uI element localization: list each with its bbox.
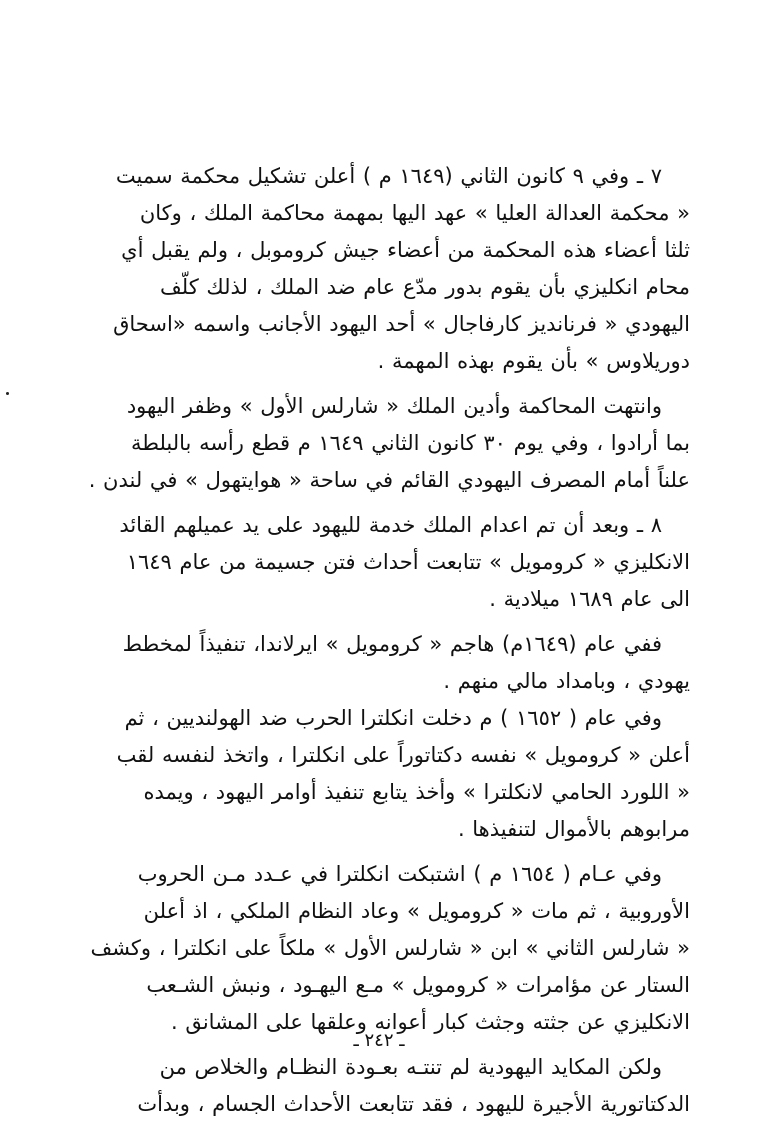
text-line: « محكمة العدالة العليا » عهد اليها بمهمة محاكمة الملك ، وكان bbox=[139, 201, 690, 225]
paragraph bbox=[58, 158, 690, 380]
text-line: ٧ ـ وفي ٩ كانون الثاني (١٦٤٩ م ) أعلن تشكيل محكمة سميت bbox=[115, 164, 662, 188]
text-line: محام انكليزي بأن يقوم بدور مدّع عام ضد الملك ، لذلك كلّف bbox=[160, 275, 690, 299]
paragraph bbox=[58, 388, 690, 499]
text-line: الانكليزي « كرومويل » تتابعت أحداث فتن جسيمة من عام ١٦٤٩ bbox=[126, 550, 690, 574]
text-line: الدكتاتورية الأجيرة لليهود ، فقد تتابعت الأحداث الجسام ، وبدأت bbox=[137, 1092, 690, 1116]
text-line: دوريلاوس » بأن يقوم بهذه المهمة . bbox=[377, 349, 690, 373]
text-line: بما أرادوا ، وفي يوم ٣٠ كانون الثاني ١٦٤٩ م قطع رأسه بالبلطة bbox=[130, 431, 690, 455]
text-line: علناً أمام المصرف اليهودي القائم في ساحة « هوايتهول » في لندن . bbox=[88, 468, 690, 492]
text-line: ثلثا أعضاء هذه المحكمة من أعضاء جيش كروموبل ، ولم يقبل أي bbox=[121, 238, 690, 262]
paragraph bbox=[58, 856, 690, 1041]
paragraph bbox=[58, 626, 690, 700]
text-line: ففي عام (١٦٤٩م) هاجم « كرومويل » ايرلاندا، تنفيذاً لمخطط bbox=[122, 632, 662, 656]
text-line: الأوروبية ، ثم مات « كرومويل » وعاد النظام الملكي ، اذ أعلن bbox=[143, 899, 690, 923]
text-line: وانتهت المحاكمة وأدين الملك « شارلس الأول » وظفر اليهود bbox=[126, 394, 662, 418]
text-line: الانكليزي عن جثته وجثث كبار أعوانه وعلقها على المشانق . bbox=[170, 1010, 690, 1034]
text-line: مرابوهم بالأموال لتنفيذها . bbox=[457, 817, 690, 841]
page-number: ـ ٢٤٢ ـ bbox=[353, 1030, 405, 1051]
text-line: « اللورد الحامي لانكلترا » وأخذ يتابع تنفيذ أوامر اليهود ، ويمده bbox=[143, 780, 690, 804]
text-line: وفي عام ( ١٦٥٢ ) م دخلت انكلترا الحرب ضد الهولنديين ، ثم bbox=[124, 706, 662, 730]
text-line: أعلن « كرومويل » نفسه دكتاتوراً على انكلترا ، واتخذ لنفسه لقب bbox=[116, 743, 690, 767]
text-line: اليهودي « فرنانديز كارفاجال » أحد اليهود الأجانب واسمه «اسحاق bbox=[113, 312, 690, 336]
body-text bbox=[58, 158, 690, 1123]
paragraph bbox=[58, 1049, 690, 1123]
text-line: الستار عن مؤامرات « كرومويل » مـع اليهـود ، ونبش الشـعب bbox=[146, 973, 690, 997]
text-line: ٨ ـ وبعد أن تم اعدام الملك خدمة لليهود على يد عميلهم القائد bbox=[119, 513, 662, 537]
text-line: « شارلس الثاني » ابن « شارلس الأول » ملكاً على انكلترا ، وكشف bbox=[90, 936, 690, 960]
margin-mark bbox=[6, 392, 9, 395]
text-line: ولكن المكايد اليهودية لم تنتـه بعـودة النظـام والخلاص من bbox=[159, 1055, 662, 1079]
paragraph bbox=[58, 507, 690, 618]
text-line: الى عام ١٦٨٩ ميلادية . bbox=[489, 587, 690, 611]
paragraph bbox=[58, 700, 690, 848]
text-line: يهودي ، وبامداد مالي منهم . bbox=[443, 669, 690, 693]
text-line: وفي عـام ( ١٦٥٤ م ) اشتبكت انكلترا في عـدد مـن الحروب bbox=[137, 862, 662, 886]
